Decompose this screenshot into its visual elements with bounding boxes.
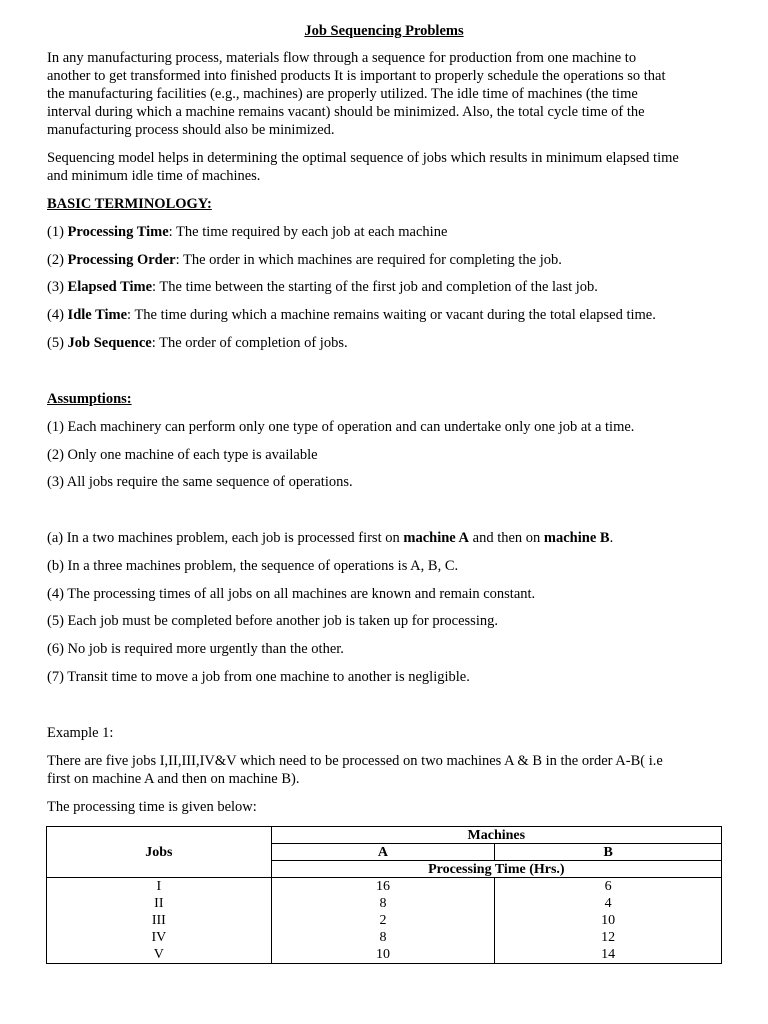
time-b-cell: 12 — [495, 929, 722, 946]
time-a-cell: 8 — [271, 929, 495, 946]
processing-time-table — [46, 826, 722, 964]
time-b-cell: 4 — [495, 895, 722, 912]
term-item: (4) Idle Time: The time during which a machine remains waiting or vacant during the total elapsed time. — [47, 307, 656, 323]
term-item: (5) Job Sequence: The order of completion of jobs. — [47, 335, 348, 351]
example-text: There are five jobs I,II,III,IV&V which need to be processed on two machines A & B in the order A-B( i.e — [47, 753, 663, 769]
jobs-header: Jobs — [47, 827, 272, 878]
page-title: Job Sequencing Problems — [304, 23, 464, 39]
terminology-heading: BASIC TERMINOLOGY: — [47, 196, 212, 212]
intro-line: the manufacturing facilities (e.g., machines) are properly utilized. The idle time of machines (the time — [47, 86, 638, 102]
assumption-item: (7) Transit time to move a job from one machine to another is negligible. — [47, 669, 470, 685]
job-cell: II — [47, 895, 272, 912]
time-b-cell: 14 — [495, 946, 722, 964]
job-cell: I — [47, 878, 272, 896]
example-label: Example 1: — [47, 725, 114, 741]
assumption-item: (3) All jobs require the same sequence of operations. — [47, 474, 353, 490]
intro-line: another to get transformed into finished products It is important to properly schedule the operations so that — [47, 68, 666, 84]
assumption-item: (b) In a three machines problem, the sequence of operations is A, B, C. — [47, 558, 459, 574]
processing-intro: The processing time is given below: — [47, 799, 257, 815]
sequencing-line: Sequencing model helps in determining the optimal sequence of jobs which results in minimum elapsed time — [47, 150, 679, 166]
term-item: (3) Elapsed Time: The time between the starting of the first job and completion of the last job. — [47, 279, 598, 295]
assumption-item: (5) Each job must be completed before another job is taken up for processing. — [47, 613, 498, 629]
intro-line: In any manufacturing process, materials flow through a sequence for production from one machine to — [47, 50, 637, 66]
time-a-cell: 2 — [271, 912, 495, 929]
machines-header: Machines — [271, 827, 721, 844]
time-a-cell: 10 — [271, 946, 495, 964]
assumption-item: (a) In a two machines problem, each job is processed first on machine A and then on machine B. — [47, 530, 614, 546]
time-a-cell: 8 — [271, 895, 495, 912]
intro-line: manufacturing process should also be minimized. — [47, 122, 335, 138]
time-b-cell: 6 — [495, 878, 722, 896]
term-item: (1) Processing Time: The time required by each job at each machine — [47, 224, 448, 240]
table-row — [47, 895, 722, 912]
table-row — [47, 946, 722, 964]
intro-line: interval during which a machine remains vacant) should be minimized. Also, the total cycle time of the — [47, 104, 645, 120]
machine-b-header: B — [495, 844, 722, 861]
table-row — [47, 929, 722, 946]
job-cell: V — [47, 946, 272, 964]
time-a-cell: 16 — [271, 878, 495, 896]
term-item: (2) Processing Order: The order in which machines are required for completing the job. — [47, 252, 562, 268]
example-text: first on machine A and then on machine B). — [47, 771, 300, 787]
processing-time-header: Processing Time (Hrs.) — [271, 861, 721, 878]
job-cell: III — [47, 912, 272, 929]
assumption-item: (4) The processing times of all jobs on all machines are known and remain constant. — [47, 586, 536, 602]
assumption-item: (2) Only one machine of each type is available — [47, 447, 318, 463]
time-b-cell: 10 — [495, 912, 722, 929]
assumption-item: (1) Each machinery can perform only one type of operation and can undertake only one job at a time. — [47, 419, 635, 435]
job-cell: IV — [47, 929, 272, 946]
table-row — [47, 878, 722, 896]
machine-a-header: A — [271, 844, 495, 861]
table-row — [47, 912, 722, 929]
assumption-item: (6) No job is required more urgently than the other. — [47, 641, 344, 657]
sequencing-line: and minimum idle time of machines. — [47, 168, 261, 184]
assumptions-heading: Assumptions: — [47, 391, 132, 407]
